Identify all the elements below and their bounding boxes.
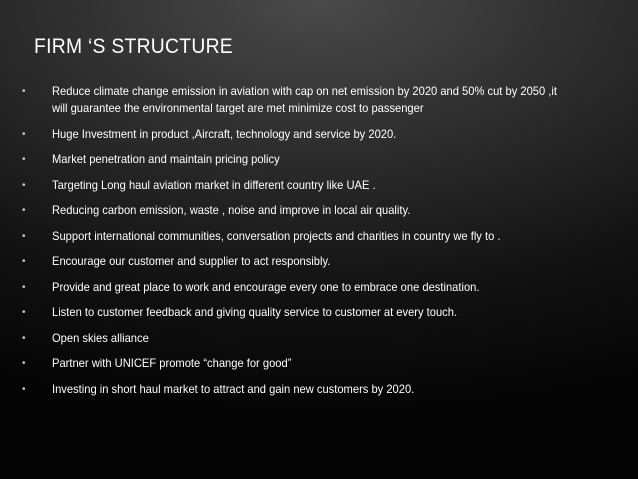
list-item: [22, 330, 612, 347]
bullet-marker: •: [22, 332, 26, 344]
bullet-marker: •: [22, 307, 26, 318]
list-item-text: Huge Investment in product ,Aircraft, technology and service by 2020.: [52, 126, 397, 141]
list-item-text: Partner with UNICEF promote “change for good”: [52, 356, 292, 370]
list-item: [22, 202, 612, 219]
list-item: [22, 253, 612, 270]
list-item-text: Investing in short haul market to attract and gain new customers by 2020.: [52, 381, 415, 396]
list-item-text: Market penetration and maintain pricing policy: [52, 152, 280, 166]
list-item: [22, 381, 612, 398]
list-item-text: Support international communities, conversation projects and charities in country we fly to .: [52, 228, 501, 243]
list-item: [22, 177, 612, 194]
list-item-text: Open skies alliance: [52, 330, 149, 345]
bullet-marker: •: [22, 179, 26, 191]
slide-title: FIRM ‘S STRUCTURE: [34, 35, 233, 58]
bullet-marker: •: [22, 230, 26, 242]
list-item-text: Reducing carbon emission, waste , noise and improve in local air quality.: [52, 203, 411, 217]
bullet-marker: •: [22, 205, 26, 216]
list-item: [22, 83, 612, 117]
bullet-marker: •: [22, 86, 26, 97]
list-item: [22, 126, 612, 143]
list-item-text: Provide and great place to work and encourage every one to embrace one destination.: [52, 279, 480, 294]
list-item: [22, 304, 612, 321]
list-item-text: Targeting Long haul aviation market in different country like UAE .: [52, 177, 376, 192]
bullet-marker: •: [22, 281, 26, 293]
list-item: [22, 355, 612, 372]
list-item-text: Encourage our customer and supplier to act responsibly.: [52, 254, 331, 268]
bullet-marker: •: [22, 154, 26, 165]
list-item: [22, 228, 612, 245]
bullet-marker: •: [22, 383, 26, 395]
bullet-marker: •: [22, 358, 26, 369]
bullet-marker: •: [22, 128, 26, 140]
bullet-list: [22, 83, 612, 406]
list-item: [22, 151, 612, 168]
list-item-text: Listen to customer feedback and giving quality service to customer at every touch.: [52, 305, 458, 319]
list-item: [22, 279, 612, 296]
bullet-marker: •: [22, 256, 26, 267]
list-item-text: Reduce climate change emission in aviation with cap on net emission by 2020 and 50% cut by 2050 ,it will guarantee the environmental target are met minimize cost to passenger: [52, 84, 557, 115]
